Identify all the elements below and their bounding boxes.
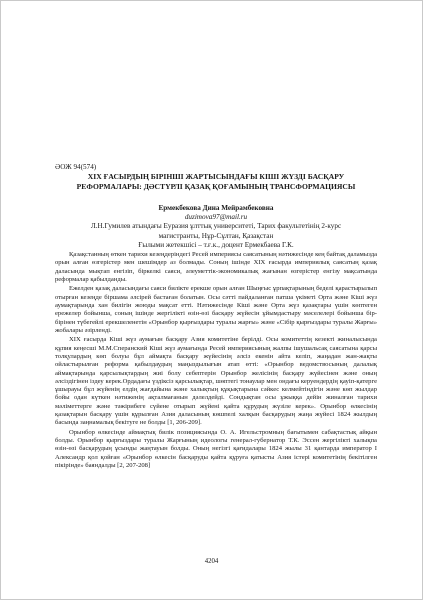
article-body [55, 251, 377, 471]
body-paragraph: XIX ғасырда Кіші жүз аумағын басқару Азия комитетіне берілді. Осы комитеттің кезекті жиналысында құпия кеңесші М.М.Сперанский Кіші жүз аумағында Ресей империясының жалпы ішушальсақ саясатына қарсы толқулардың көп болуы бұл аймақта басқару жүйесінің әлсіз екенін айта келіп, жаңадан жан-жақты ойластырылған реформа қабылдаудың маңыздылығын атап өтті: «Орынбор ведомствосының далалық аймақтарында қарсылықтардың жиі болу себептерін Орынбор желісінің басқару жүйесінен және оның әлсіздігінен іздеу керек.Ордадағы үздіксіз қарсылықтар, шөптегі тонаулар мен ондағы керуендердің қауіп-қатерге ұшырауы бұл жүйенің елдің жағдайына және халықтың құқықтарына сәйкес келмейтіндігін және көп жылдар бойы одан күткен нәтиженің ақталмағанын дәлелдейді. Сондықтан осы ұжыққа дейін жиналған тарихи мәліметтерге және тәжірибеге сүйене отырып жүйені қайта құрудың жүзіле керек». Орынбор өлкесінің қазақтарын басқару үшін құрылған Азия даласының көшпелі халқын басқарудың жаңа жүйесі 1824 жылдың басында заңнамалық бекітуге не болды [1, 206-209]. [55, 336, 377, 427]
body-paragraph: Орынбор өлкесінде аймақтық билік позициясында О. А. Игельстромның бағытымен сабақтастық айқын болды. Орынбор қырғыздары туралы Жарғының идеологы генерал-губернатор Т.К. Эссен жергілікті халықпа өзін-өзі басқарудың ұсынды жаңтауын болды. Оның негізгі қағидалары 1824 жылы 31 қантарда император І Александр қол қойған «Орынбор өлкесін басқаруды қайта құруға қатысты Азия істері комитетінің бекітілген пікірінде» баяндалды [2, 207-208] [55, 428, 377, 469]
body-paragraph: Ежелден қазақ даласындағы саяси билікте ерекше орын алған Шыңғыс ұрпақтарының беделі қарастырылып отырған кезеңде біршама әлсірей бастаған болатын. Осы сәтті пайдаланған патша үкіметі Орта және Кіші жүз аумақтарында хан билігін жоюды мақсат етті. Нәтижесінде Кіші және Орта жүз қазақтары үшін көптеген ережелер бойынша, соның ішінде жергілікті өзін-өзі басқару жүйесін ұйымдастыру мәселелері бойынша бір-бірінен түбегейлі ерекшеленетін «Орынбор қырғыздары туралы жарғы» және «Сібір қырғыздары туралы Жарғы» жобалары әзірленді. [55, 285, 377, 334]
author-affiliation-line-2: магистранты, Нұр-Сұлтан, Қазақстан [158, 231, 274, 240]
page-number: 4204 [204, 558, 219, 565]
body-paragraph: Қазақстанның өткен тарихи кезеңдеріндегі Ресей империясы саясатының нәтижесінде кең байтақ даламызда орын алған өзгерістер мен шешімдер аз болмады. Соның ішінде XIX ғасырда империялық саясатың қазақ даласында мықтап енгізіп, біркелкі саяси, әлеуметтік-экономикалық жағынан өзгерістер енгізу мақсатында реформалар қабылданды. [55, 251, 377, 283]
scientific-supervisor: Ғылыми жетекшісі – т.ғ.к., доцент Ермекбаева Г.К. [138, 240, 294, 249]
author-block [55, 204, 377, 250]
article-title-line-1: XIX ҒАСЫРДЫҢ БІРІНШІ ЖАРТЫСЫНДАҒЫ КІШІ ЖҮЗДІ БАСҚАРУ [87, 172, 345, 181]
udc-code: ӘОЖ 94(574) [55, 163, 97, 171]
article-title [55, 172, 377, 192]
author-affiliation-line-1: Л.Н.Гумилев атындағы Еуразия ұлттық университеті, Тарих факультетінің 2-курс [90, 222, 342, 231]
author-email[interactable]: duzimova97@mail.ru [184, 213, 248, 222]
article-title-line-2: РЕФОРМАЛАРЫ: ДӘСТҮРЛІ ҚАЗАҚ ҚОҒАМЫНЫҢ ТРАНСФОРМАЦИЯСЫ [76, 182, 356, 191]
author-name: Ермекбекова Дина Мейрамбековна [158, 204, 274, 212]
